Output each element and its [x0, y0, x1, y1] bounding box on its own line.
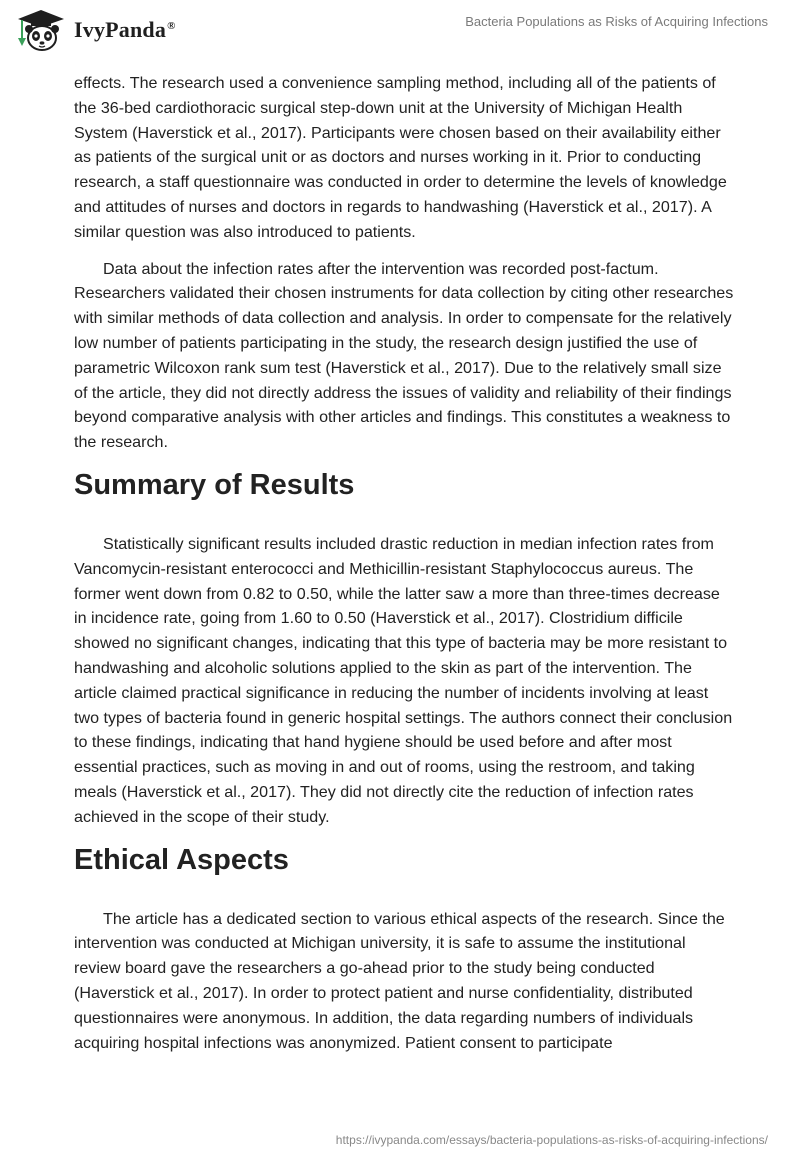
paragraph-data-collection: Data about the infection rates after the intervention was recorded post-factum. Researchers validated their chosen instruments for data collection by citing other researches with similar methods of data collection and analysis. In order to compensate for the relatively low number of patients participating in the study, the research design justified the use of parametric Wilcoxon rank sum test (Haverstick et al., 2017). Due to the relatively small size of the article, they did not directly address the issues of validity and reliability of their findings beyond comparative analysis with other articles and findings. This constitutes a weakness to the research. — [74, 259, 734, 452]
logo[interactable] — [14, 8, 176, 52]
heading-summary-of-results: Summary of Results — [74, 468, 355, 501]
document-title: Bacteria Populations as Risks of Acquiring Infections — [465, 14, 768, 29]
article-body — [74, 71, 734, 1055]
paragraph-methods: effects. The research used a convenience sampling method, including all of the patients of the 36-bed cardiothoracic surgical step-down unit at the University of Michigan Health System (Haverstick et al., 2017). Participants were chosen based on their availability either as patients of the surgical unit or as doctors and nurses working in it. Prior to conducting research, a staff questionnaire was conducted in order to determine the levels of knowledge and attitudes of nurses and doctors in regards to handwashing (Haverstick et al., 2017). A similar question was also introduced to patients. — [74, 74, 727, 241]
page-header — [0, 0, 800, 60]
source-url-link[interactable]: https://ivypanda.com/essays/bacteria-populations-as-risks-of-acquiring-infections/ — [335, 1133, 768, 1147]
brand-name: IvyPanda® — [74, 17, 176, 42]
heading-ethical-aspects: Ethical Aspects — [74, 843, 289, 876]
paragraph-ethics: The article has a dedicated section to various ethical aspects of the research. Since the intervention was conducted at Michigan university, it is safe to assume the institutional review board gave the researchers a go-ahead prior to the study being conducted (Haverstick et al., 2017). In order to protect patient and nurse confidentiality, distributed questionnaires were anonymous. In addition, the data regarding numbers of individuals acquiring hospital infections was anonymized. Patient consent to participate — [74, 909, 725, 1052]
panda-graduate-icon — [14, 8, 68, 52]
paragraph-results: Statistically significant results included drastic reduction in median infection rates from Vancomycin-resistant enterococci and Methicillin-resistant Staphylococcus aureus. The former went down from 0.82 to 0.50, while the latter saw a more than three-times decrease in incidence rate, going from 1.60 to 0.50 (Haverstick et al., 2017). Clostridium difficile showed no significant changes, indicating that this type of bacteria may be more resistant to handwashing and alcoholic solutions applied to the skin as part of the intervention. The article claimed practical significance in reducing the number of incidents involving at least two types of bacteria found in generic hospital settings. The authors connect their conclusion to these findings, indicating that hand hygiene should be used before and after most essential practices, such as moving in and out of rooms, using the restroom, and taking meals (Haverstick et al., 2017). They did not directly cite the reduction of infection rates achieved in the scope of their study. — [74, 534, 733, 826]
